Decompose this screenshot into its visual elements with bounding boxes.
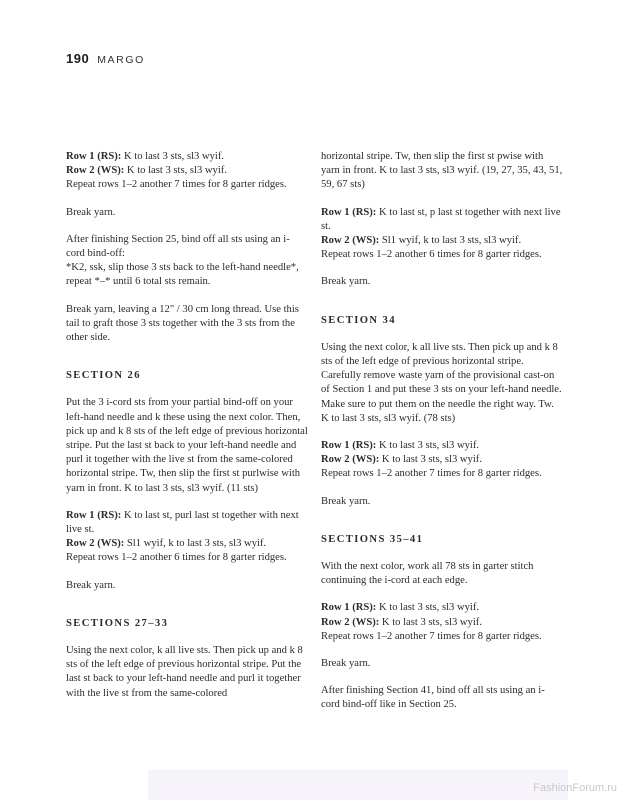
page-number: 190 [66, 51, 90, 66]
row-label: Row 2 (WS): [321, 454, 380, 466]
break-yarn-text: Break yarn. [321, 495, 371, 507]
paragraph: Using the next color, k all live sts. Then pick up and k 8 sts of the left edge of previous horizontal stripe. Put the last st back to your left-hand needle and purl it together with the live st from the same-colored [66, 645, 303, 699]
row-instructions [321, 601, 563, 644]
repeat-text: Repeat rows 1–2 another 7 times for 8 garter ridges. [321, 468, 542, 480]
row-text: K to last 3 sts, sl3 wyif. [124, 165, 227, 177]
repeat-text: Repeat rows 1–2 another 6 times for 8 garter ridges. [321, 249, 542, 261]
section-heading: SECTION 34 [321, 314, 396, 326]
section-heading: SECTIONS 27–33 [66, 617, 169, 629]
row-label: Row 1 (RS): [321, 440, 377, 452]
row-label: Row 2 (WS): [321, 235, 380, 247]
row-text: K to last st, p last st together with next live st. [321, 206, 561, 232]
break-yarn-text: Break yarn. [321, 658, 371, 670]
watermark: FashionForum.ru [533, 782, 617, 794]
row-instructions [66, 509, 308, 566]
row-text: Sl1 wyif, k to last 3 sts, sl3 wyif. [124, 538, 267, 550]
row-text: Sl1 wyif, k to last 3 sts, sl3 wyif. [379, 235, 522, 247]
paragraph: With the next color, work all 78 sts in garter stitch continuing the i-cord at each edge. [321, 561, 534, 587]
row-label: Row 1 (RS): [321, 206, 377, 218]
row-text: K to last 3 sts, sl3 wyif. [121, 151, 225, 162]
row-text: K to last 3 sts, sl3 wyif. [379, 454, 482, 466]
row-label: Row 2 (WS): [66, 538, 125, 550]
section-heading: SECTION 26 [66, 370, 141, 382]
row-instructions [66, 150, 308, 193]
paragraph: *K2, ssk, slip those 3 sts back to the left-hand needle*, repeat *–* until 6 total sts remain. [66, 262, 299, 288]
right-column [321, 150, 563, 726]
book-title: MARGO [97, 54, 145, 66]
paragraph: Break yarn, leaving a 12" / 30 cm long thread. Use this tail to graft those 3 sts together with the 3 sts from the other side. [66, 303, 299, 344]
repeat-text: Repeat rows 1–2 another 6 times for 8 garter ridges. [66, 552, 287, 564]
paragraph: Put the 3 i-cord sts from your partial bind-off on your left-hand needle and k these using the next color. Then, pick up and k 8 sts of the left edge of previous horizontal stripe. Put the last st back to your left-hand needle and purl it together with the live st from the same-colored horizontal stripe. Tw, then slip the first st purlwise with yarn in front. K to last 3 sts, sl3 wyif. (11 sts) [66, 397, 308, 494]
row-text: K to last 3 sts, sl3 wyif. [376, 440, 480, 452]
paragraph: horizontal stripe. Tw, then slip the first st pwise with yarn in front. K to last 3 sts, sl3 wyif. (19, 27, 35, 43, 51, 59, 67 sts) [321, 151, 563, 191]
row-text: K to last 3 sts, sl3 wyif. [376, 602, 480, 614]
paragraph: Using the next color, k all live sts. Then pick up and k 8 sts of the left edge of previous horizontal stripe. Carefully remove waste yarn of the provisional cast-on of Section 1 and put these 3 sts on your left-hand needle. Make sure to put them on the needle the right way. Tw. K to last 3 sts, sl3 wyif. (78 sts) [321, 341, 562, 424]
bindoff-instructions [66, 233, 308, 290]
footer-band [148, 770, 568, 800]
row-label: Row 2 (WS): [66, 165, 125, 177]
row-label: Row 2 (WS): [321, 616, 380, 628]
row-label: Row 1 (RS): [66, 509, 122, 521]
page-header [66, 50, 145, 68]
paragraph: After finishing Section 41, bind off all sts using an i-cord bind-off like in Section 25. [321, 685, 545, 711]
row-label: Row 1 (RS): [321, 602, 377, 614]
section-heading: SECTIONS 35–41 [321, 533, 424, 545]
break-yarn-text: Break yarn. [321, 276, 371, 288]
repeat-text: Repeat rows 1–2 another 7 times for 8 garter ridges. [321, 630, 542, 642]
break-yarn-text: Break yarn. [66, 206, 116, 218]
row-instructions [321, 439, 563, 482]
paragraph: After finishing Section 25, bind off all sts using an i-cord bind-off: [66, 233, 290, 260]
row-text: K to last 3 sts, sl3 wyif. [379, 616, 482, 628]
row-text: K to last st, purl last st together with next live st. [66, 509, 299, 536]
row-instructions [321, 206, 563, 263]
left-column [66, 150, 308, 714]
break-yarn-text: Break yarn. [66, 579, 116, 591]
row-label: Row 1 (RS): [66, 151, 122, 162]
repeat-text: Repeat rows 1–2 another 7 times for 8 garter ridges. [66, 179, 287, 191]
